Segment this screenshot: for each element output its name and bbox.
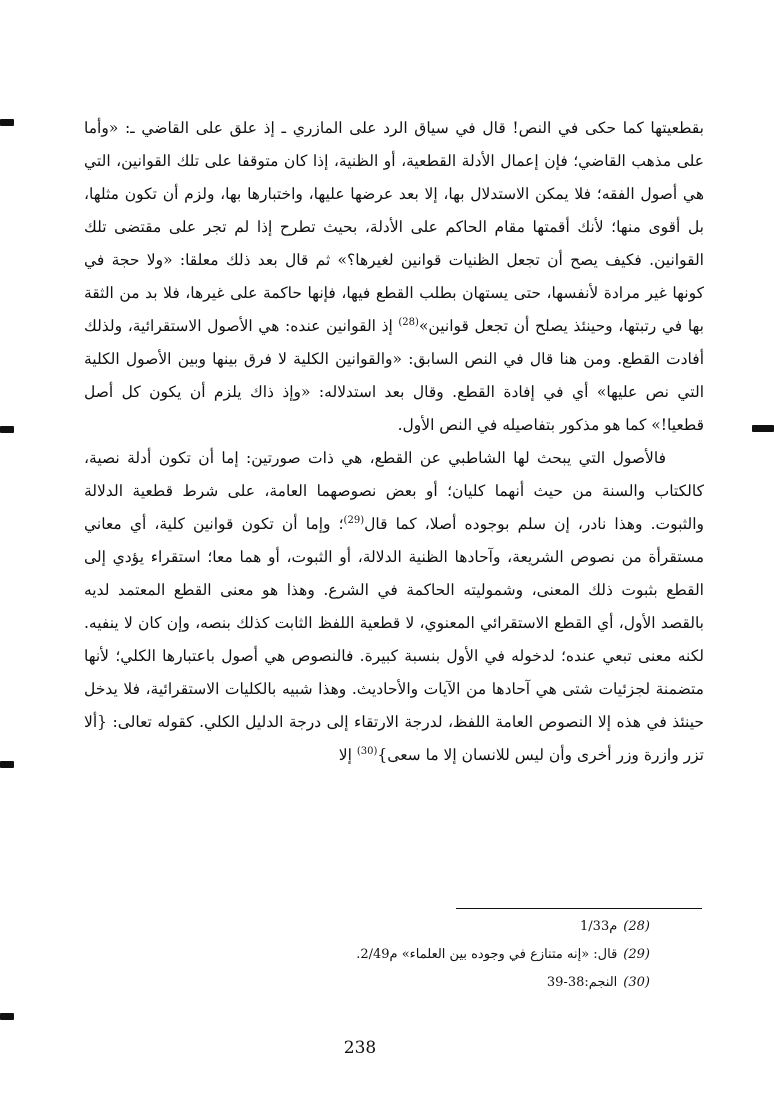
footnote-number: (30) [623, 975, 650, 990]
footnotes [200, 913, 650, 997]
footnote-28 [200, 913, 650, 941]
left-edge-mark [0, 1013, 14, 1020]
right-edge-mark [752, 425, 774, 432]
footnote-ref-30[interactable]: (30) [356, 745, 378, 757]
footnote-29 [200, 941, 650, 969]
left-edge-mark [0, 426, 14, 433]
page-number: 238 [343, 1038, 377, 1058]
footnote-number: (29) [623, 947, 650, 962]
footnote-number: (28) [623, 919, 650, 934]
footnote-text: قال: «إنه متنازع في وجوده بين العلماء» م2/49. [356, 947, 618, 962]
main-text [84, 112, 704, 772]
paragraph-1 [84, 112, 704, 442]
paragraph-2-continuation: ؛ وإما أن تكون قوانين كلية، أي معاني مستقرأة من نصوص الشريعة، وآحادها الظنية الدلالة، أو الثبوت، أو هما معا؛ استقراء يؤدي إلى القطع بثبوت ذلك المعنى، وشموليته الحاكمة في الشرع. وهذا هو معنى القطع المعتمد لديه بالقصد الأول، أي القطع الاستقرائي المعنوي، لا قطعية اللفظ الثابت كذلك بنصه، وإن كان لا ينفيه. لكنه معنى تبعي عنده؛ لدخوله في الأول بنسبة كبيرة. فالنصوص هي أصول باعتبارها الكلي؛ لأنها متضمنة لجزئيات شتى هي آحادها من الآيات والأحاديث. وهذا شبيه بالكليات الاستقرائية، فلا يدخل حينئذ في هذه إلا النصوص العامة اللفظ، لدرجة الارتقاء إلى درجة الدليل الكلي. كقوله تعالى: {ألا تزر وازرة وزر أخرى وأن ليس للانسان إلا ما سعى} [84, 515, 704, 764]
paragraph-1-text: بقطعيتها كما حكى في النص! قال في سياق الرد على المازري ـ إذ علق على القاضي ـ: «وأما على مذهب القاضي؛ فإن إعمال الأدلة القطعية، أو الظنية، إذا كان متوقفا على تلك القوانين، التي هي أصول الفقه؛ فلا يمكن الاستدلال بها، إلا بعد عرضها عليها، واختبارها بها، ولزم أن تكون مثلها، بل أقوى منها؛ لأنك أقمتها مقام الحاكم على الأدلة، بحيث تطرح إذا لم تجر على مقتضى تلك القوانين. فكيف يصح أن تجعل الظنيات قوانين لغيرها؟» ثم قال بعد ذلك معلقا: «ولا حجة في كونها غير مرادة لأنفسها، حتى يستهان بطلب القطع فيها، فإنها حاكمة على غيرها، فلا بد من الثقة بها في رتبتها، وحينئذ يصلح أن تجعل قوانين» [84, 119, 704, 335]
footnote-ref-28[interactable]: (28) [398, 316, 419, 328]
footnote-30 [200, 969, 650, 997]
left-edge-mark [0, 761, 14, 768]
footnote-ref-29[interactable]: (29) [343, 514, 365, 526]
footnote-text: النجم:38-39 [546, 975, 618, 990]
paragraph-1-continuation: إذ القوانين عنده: هي الأصول الاستقرائية، ولذلك أفادت القطع. ومن هنا قال في النص السابق: «والقوانين الكلية لا فرق بينها وبين الأصول الكلية التي نص عليها» أي في إفادة القطع. وقال بعد استدلاله: «وإذ ذاك يلزم أن يكون كل أصل قطعيا!» كما هو مذكور بتفاصيله في النص الأول. [84, 317, 704, 434]
paragraph-2-text: فالأصول التي يبحث لها الشاطبي عن القطع، هي ذات صورتين: إما أن تكون أدلة نصية، كالكتاب والسنة من حيث أنهما كليان؛ أو بعض نصوصهما العامة، على شرط قطعية الدلالة والثبوت. وهذا نادر، إن سلم بوجوده أصلا، كما قال [84, 449, 704, 533]
footnote-separator [456, 908, 702, 909]
paragraph-2 [84, 442, 704, 772]
footnote-text: م1/33 [580, 919, 618, 934]
left-edge-mark [0, 119, 14, 126]
paragraph-2-end: إلا [338, 746, 352, 764]
